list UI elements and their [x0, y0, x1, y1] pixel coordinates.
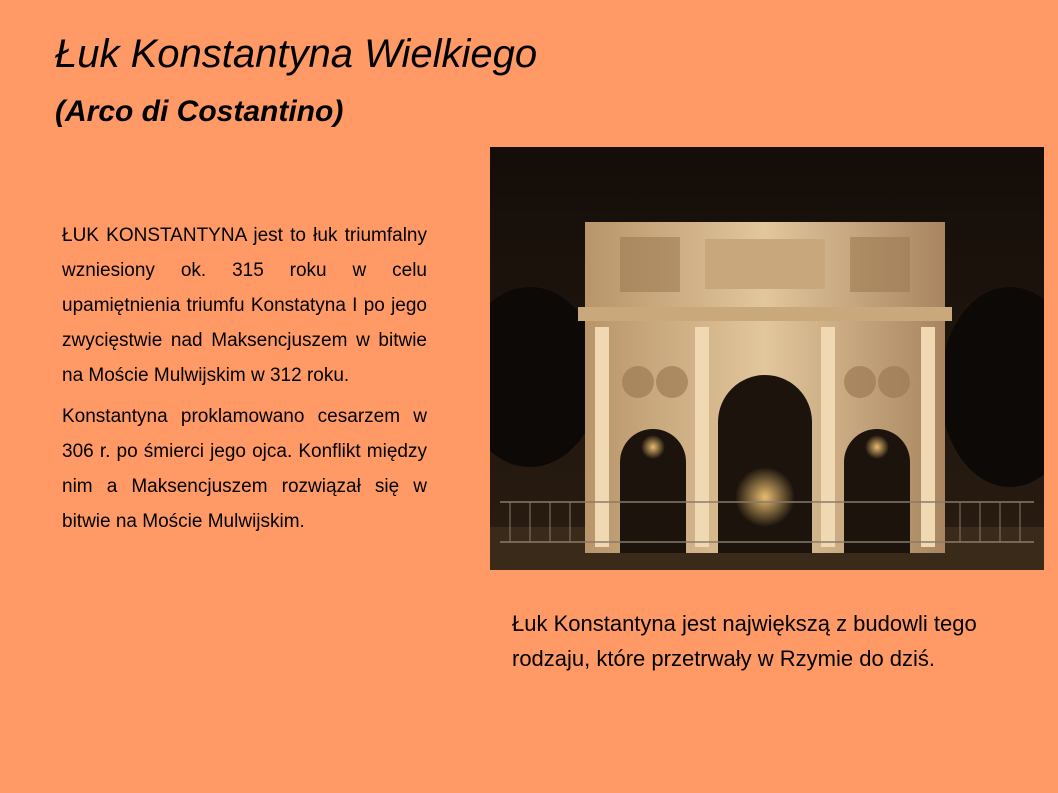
- slide-title: Łuk Konstantyna Wielkiego: [55, 32, 538, 76]
- photo-caption: Łuk Konstantyna jest największą z budowli tego rodzaju, które przetrwały w Rzymie do dziś.: [512, 611, 977, 671]
- body-text: [62, 218, 427, 545]
- arch-of-constantine-image: [490, 147, 1044, 570]
- paragraph-1: ŁUK KONSTANTYNA jest to łuk triumfalny wzniesiony ok. 315 roku w celu upamiętnienia triumfu Konstatyna I po jego zwycięstwie nad Maksencjuszem w bitwie na Moście Mulwijskim w 312 roku.: [62, 225, 427, 386]
- arch-photo: [490, 147, 1044, 570]
- paragraph-2: Konstantyna proklamowano cesarzem w 306 r. po śmierci jego ojca. Konflikt między nim a Maksencjuszem rozwiązał się w bitwie na Moście Mulwijskim.: [62, 406, 427, 532]
- slide-subtitle: (Arco di Costantino): [55, 95, 344, 128]
